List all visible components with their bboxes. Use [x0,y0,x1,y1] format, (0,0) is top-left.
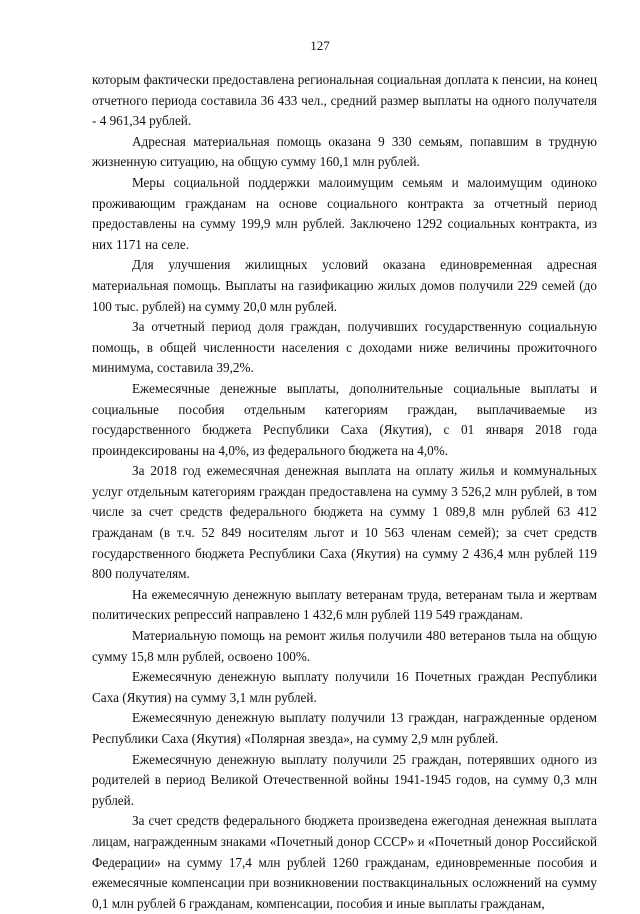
paragraph: Ежемесячную денежную выплату получили 13 граждан, награжденные орденом Республики Саха (Якутия) «Полярная звезда», на сумму 2,9 млн рублей. [92,710,597,746]
paragraph: Ежемесячную денежную выплату получили 25 граждан, потерявших одного из родителей в период Великой Отечественной войны 1941-1945 годов, на сумму 0,3 млн рублей. [92,751,597,808]
body-text [92,70,597,914]
paragraph: Меры социальной поддержки малоимущим семьям и малоимущим одиноко проживающим гражданам на основе социального контракта за отчетный период предоставлены на сумму 199,9 млн рублей. Заключено 1292 социальных контракта, из них 1171 на селе. [92,174,597,252]
paragraph: За 2018 год ежемесячная денежная выплата на оплату жилья и коммунальных услуг отдельным категориям граждан предоставлена на сумму 3 526,2 млн рублей, в том числе за счет средств федерального бюджета на сумму 1 089,8 млн рублей 63 412 гражданам (в т.ч. 52 849 носителям льгот и 10 563 членам семей); за счет средств государственного бюджета Республики Саха (Якутия) на сумму 2 436,4 млн рублей 119 800 получателям. [92,463,597,582]
paragraph: Материальную помощь на ремонт жилья получили 480 ветеранов тыла на общую сумму 15,8 млн рублей, освоено 100%. [92,628,597,664]
paragraph: которым фактически предоставлена региональная социальная доплата к пенсии, на конец отчетного периода составила 36 433 чел., средний размер выплаты на одного получателя - 4 961,34 рублей. [92,72,597,129]
paragraph: Ежемесячную денежную выплату получили 16 Почетных граждан Республики Саха (Якутия) на сумму 3,1 млн рублей. [92,669,597,705]
paragraph: Адресная материальная помощь оказана 9 330 семьям, попавшим в трудную жизненную ситуацию, на общую сумму 160,1 млн рублей. [92,133,597,170]
page-number: 127 [310,38,330,53]
paragraph: За отчетный период доля граждан, получивших государственную социальную помощь, в общей численности населения с доходами ниже величины прожиточного минимума, составила 39,2%. [92,319,597,376]
paragraph: На ежемесячную денежную выплату ветеранам труда, ветеранам тыла и жертвам политических репрессий направлено 1 432,6 млн рублей 119 549 гражданам. [92,586,597,623]
paragraph: Ежемесячные денежные выплаты, дополнительные социальные выплаты и социальные пособия отдельным категориям граждан, выплачиваемые из государственного бюджета Республики Саха (Якутия), с 01 января 2018 года проиндексированы на 4,0%, из федерального бюджета на 4,0%. [92,380,597,458]
paragraph: За счет средств федерального бюджета произведена ежегодная денежная выплата лицам, награжденным знаками «Почетный донор СССР» и «Почетный донор Российской Федерации» на сумму 17,4 млн рублей 1260 гражданам, единовременные пособия и ежемесячные компенсации при возникновении поствакцинальных осложнений на сумму 0,1 млн рублей 6 гражданам, компенсации, пособия и иные выплаты гражданам, [92,813,597,911]
paragraph: Для улучшения жилищных условий оказана единовременная адресная материальная помощь. Выплаты на газификацию жилых домов получили 229 семей (до 100 тыс. рублей) на сумму 20,0 млн рублей. [92,257,597,314]
